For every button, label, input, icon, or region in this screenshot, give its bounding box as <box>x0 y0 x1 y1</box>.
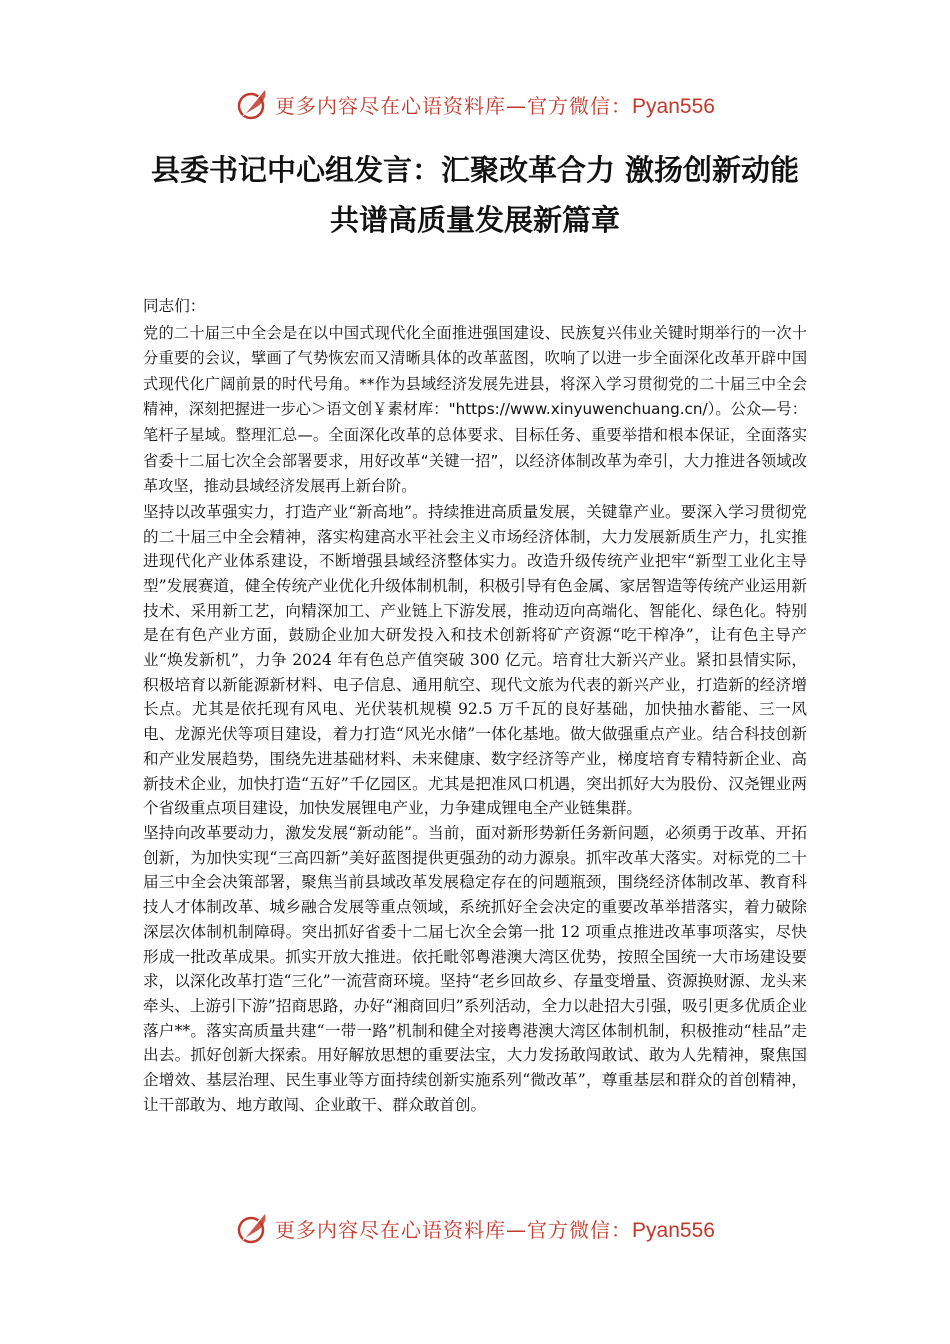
paragraph-industry: 坚持以改革强实力，打造产业“新高地”。持续推进高质量发展，关键靠产业。要深入学习贯彻党的二十届三中全会精神，落实构建高水平社会主义市场经济体制，大力发展新质生产力，扎实推进现代化产业体系建设，不断增强县域经济整体实力。改造升级传统产业把牢“新型工业化主导型”发展赛道，健全传统产业优化升级体制机制，积极引导有色金属、家居智造等传统产业运用新技术、采用新工艺，向精深加工、产业链上下游发展，推动迈向高端化、智能化、绿色化。特别是在有色产业方面，鼓励企业加大研发投入和技术创新将矿产资源“吃干榨净”，让有色主导产业“焕发新机”，力争 2024 年有色总产值突破 300 亿元。培育壮大新兴产业。紧扣县情实际，积极培育以新能源新材料、电子信息、通用航空、现代文旅为代表的新兴产业，打造新的经济增长点。尤其是依托现有风电、光伏装机规模 92.5 万千瓦的良好基础，加快抽水蓄能、三一风电、龙源光伏等项目建设，着力打造“风光水储”一体化基地。做大做强重点产业。结合科技创新和产业发展趋势，围绕先进基础材料、未来健康、数字经济等产业，梯度培育专精特新企业、高新技术企业，加快打造“五好”千亿园区。尤其是把准风口机遇，突出抓好大为股份、汉尧锂业两个省级重点项目建设，加快发展锂电产业，力争建成锂电全产业链集群。 <box>143 502 807 818</box>
page-title-line1: 县委书记中心组发言：汇聚改革合力 激扬创新动能 <box>150 153 800 187</box>
watermark-text: 更多内容尽在心语资料库—官方微信：Pyan556 <box>275 1217 715 1242</box>
intro-paragraph: 党的二十届三中全会是在以中国式现代化全面推进强国建设、民族复兴伟业关键时期举行的一次十分重要的会议，擘画了气势恢宏而又清晰具体的改革蓝图，吹响了以进一步全面深化改革开辟中国式现代化广阔前景的时代号角。**作为县域经济发展先进县，将深入学习贯彻党的二十届三中全会精神，深刻把握进一步心＞语文创￥素材库："https://www.xinyuwenchuang.cn/）。公众—号：笔杆子星域。整理汇总—。全面深化改革的总体要求、目标任务、重要举措和根本保证，全面落实省委十二届七次全会部署要求，用好改革“关键一招”，以经济体制改革为牵引，大力推进各领域改革攻坚，推动县域经济发展再上新台阶。 <box>143 323 807 496</box>
watermark-text: 更多内容尽在心语资料库—官方微信：Pyan556 <box>275 93 715 118</box>
wechat-id: Pyan556 <box>632 94 715 118</box>
page-title-line2: 共谱高质量发展新篇章 <box>329 203 620 237</box>
feather-logo-icon <box>235 86 271 122</box>
paragraph-reform: 坚持向改革要动力，激发发展“新动能”。当前，面对新形势新任务新问题，必须勇于改革、开拓创新，为加快实现“三高四新”美好蓝图提供更强劲的动力源泉。抓牢改革大落实。对标党的二十届三中全会决策部署，聚焦当前县域改革发展稳定存在的问题瓶颈，围绕经济体制改革、教育科技人才体制改革、城乡融合发展等重点领域，系统抓好全会决定的重要改革举措落实，着力破除深层次体制机制障碍。突出抓好省委十二届七次全会第一批 12 项重点推进改革事项落实，尽快形成一批改革成果。抓实开放大推进。依托毗邻粤港澳大湾区优势，按照全国统一大市场建设要求，以深化改革打造“三化”一流营商环境。坚持“老乡回故乡、存量变增量、资源换财源、龙头来牵头、上游引下游”招商思路，办好“湘商回归”系列活动，全力以赴招大引强，吸引更多优质企业落户**。落实高质量共建“一带一路”机制和健全对接粤港澳大湾区体制机制，积极推动“桂品”走出去。抓好创新大探索。用好解放思想的重要法宝，大力发扬敢闯敢试、敢为人先精神，聚焦国企增效、基层治理、民生事业等方面持续创新实施系列“微改革”，尊重基层和群众的首创精神，让干部敢为、地方敢闯、企业敢干、群众敢首创。 <box>143 824 807 1114</box>
watermark-banner-bottom <box>0 1208 950 1248</box>
watermark-banner-top <box>0 84 950 124</box>
wechat-id: Pyan556 <box>632 1218 715 1242</box>
feather-logo-icon <box>235 1210 271 1246</box>
speech-body <box>143 294 807 1117</box>
greeting: 同志们： <box>143 297 206 315</box>
